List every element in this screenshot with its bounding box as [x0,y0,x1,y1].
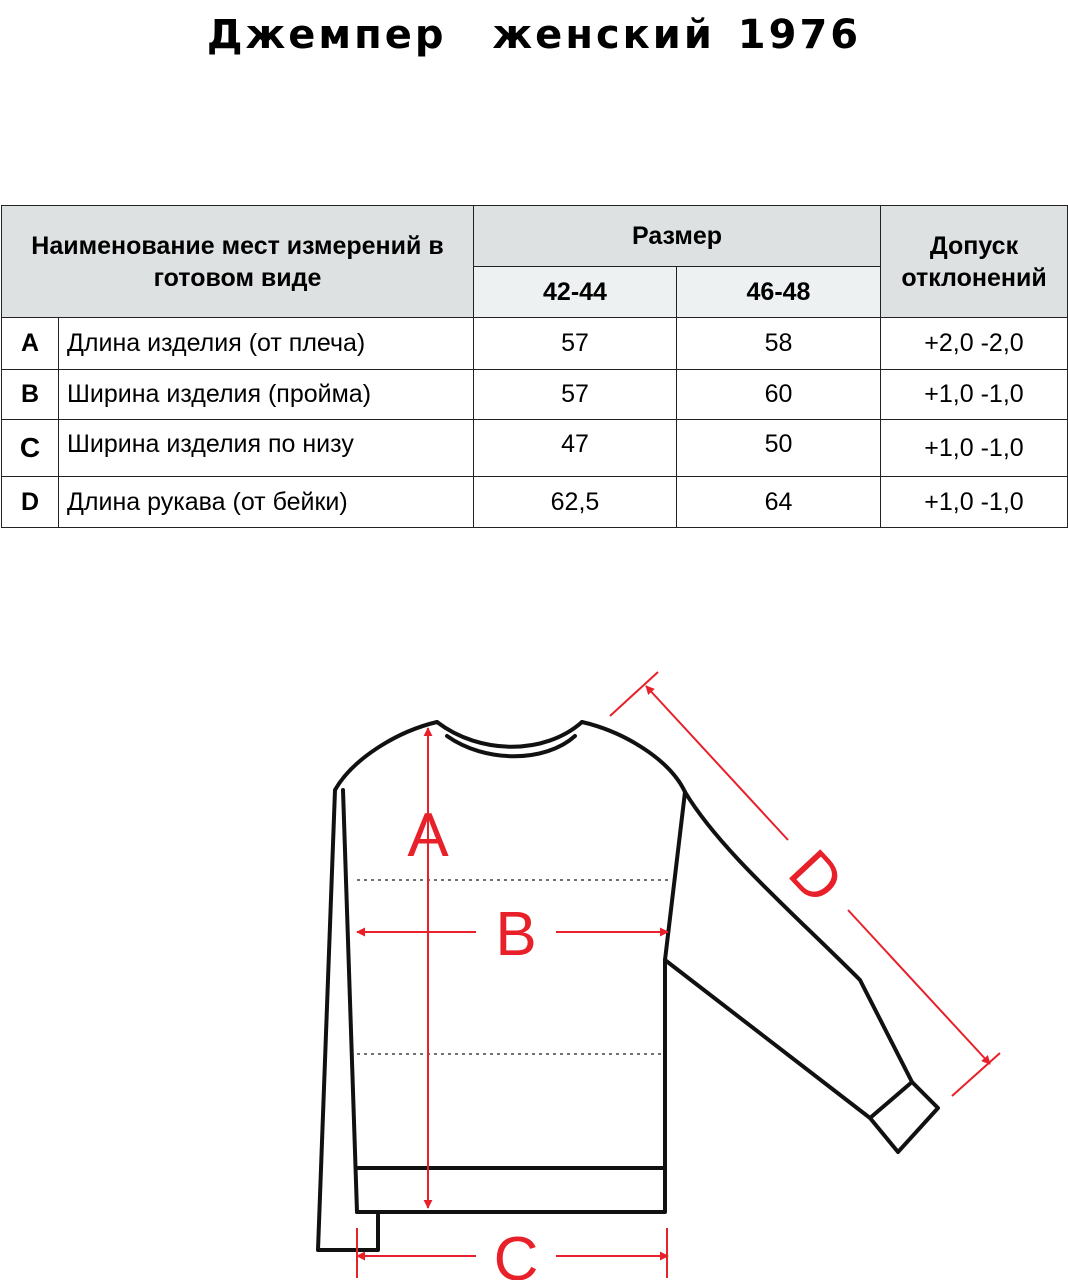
size-column-2: 46-48 [677,267,881,318]
header-tolerance: Допуск отклонений [881,206,1068,318]
measurement-arrows [357,672,1000,1278]
row-value-size-2: 64 [677,477,881,528]
row-value-size-2: 50 [677,420,881,477]
row-letter: A [2,318,59,370]
label-c: C [493,1225,539,1280]
label-a: A [407,801,449,870]
label-b: B [495,900,537,969]
row-tolerance: +1,0 -1,0 [881,420,1068,477]
header-measurement-name: Наименование мест измерений в готовом виде [2,206,474,318]
size-column-1: 42-44 [474,267,677,318]
row-value-size-1: 57 [474,370,677,420]
row-letter: D [2,477,59,528]
row-value-size-2: 60 [677,370,881,420]
row-name: Ширина изделия по низу [59,420,474,477]
row-tolerance: +2,0 -2,0 [881,318,1068,370]
label-d: D [775,837,857,917]
row-letter: C [2,420,59,477]
row-value-size-1: 62,5 [474,477,677,528]
row-value-size-1: 57 [474,318,677,370]
page-title: Джемпер женский 1976 [206,12,862,58]
row-tolerance: +1,0 -1,0 [881,370,1068,420]
row-letter: B [2,370,59,420]
header-size: Размер [474,206,881,267]
row-name: Длина рукава (от бейки) [59,477,474,528]
row-name: Ширина изделия (пройма) [59,370,474,420]
row-value-size-2: 58 [677,318,881,370]
row-value-size-1: 47 [474,420,677,477]
row-tolerance: +1,0 -1,0 [881,477,1068,528]
row-name: Длина изделия (от плеча) [59,318,474,370]
